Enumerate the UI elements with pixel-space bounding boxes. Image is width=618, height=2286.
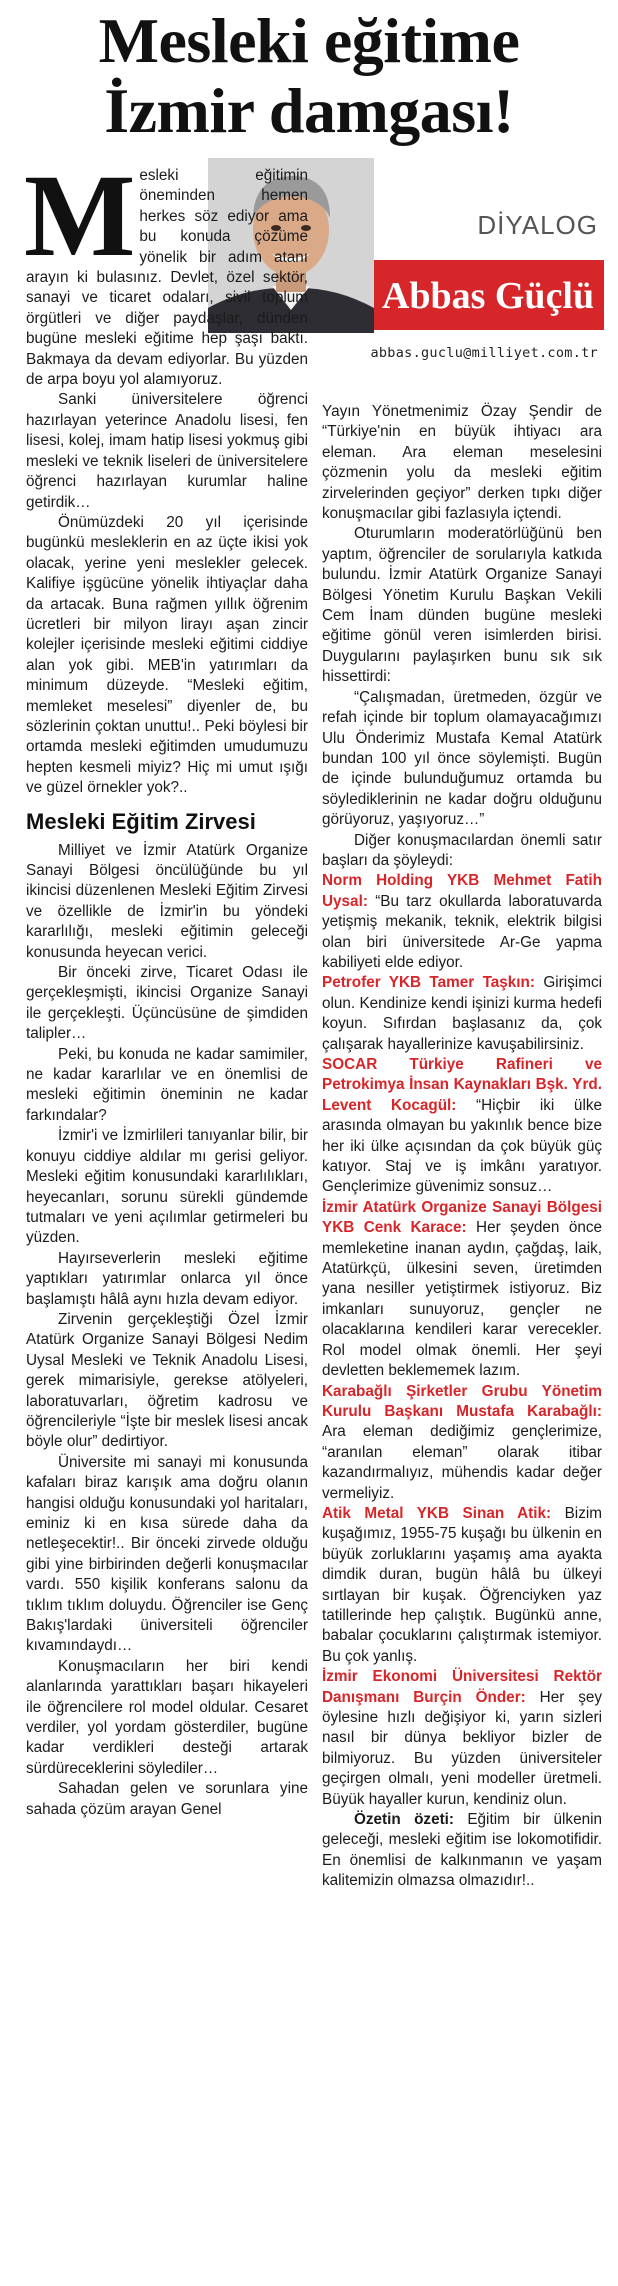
paragraph: Diğer konuşmacılardan önemli satır başları da şöyleydi: [322,831,602,869]
paragraph: Oturumların moderatörlüğünü ben yaptım, öğrenciler de sorularıyla katkıda bulundu. İzmir Atatürk Organize Sanayi Bölgesi Yönetim Kurulu Başkan Vekili Cem İnam dünden bugüne mesleki eğitime gönül veren isimlerden birisi. Duygularını paylaşırken bunu sık sık hissettirdi: [322,525,602,686]
author-name: Abbas Güçlü [381,275,595,317]
speaker-name: SOCAR Türkiye Rafineri ve Petrokimya İnsan Kaynakları Bşk. Yrd. Levent Kocagül: [322,1056,602,1114]
summary-label: Özetin özeti: [354,1811,455,1829]
headline-line-2: İzmir damgası! [104,75,514,146]
subheading: Mesleki Eğitim Zirvesi [26,808,256,834]
headline-line-1: Mesleki eğitime [98,5,520,76]
paragraph: Sahadan gelen ve sorunlara yine sahada çözüm arayan Genel [26,1780,308,1818]
speaker-text: “Hiçbir iki ülke arasında olmayan bu yakınlık bence bize her iki ülke açısından da çok büyük güç katıyor. Staj ve iş imkânı yaratıyor. Gençlerimize güvenimiz sonsuz… [322,1096,602,1196]
paragraph-intro [24,150,308,390]
speaker-name: Norm Holding YKB Mehmet Fatih Uysal: [322,872,602,910]
speaker-quote [322,871,602,973]
left-column [24,150,308,1820]
speaker-quote [322,1055,602,1198]
headline [0,6,618,146]
paragraph: Yayın Yönetmenimiz Özay Şendir de “Türkiye'nin en büyük ihtiyacı ara eleman. Ara eleman meselesini çözmenin yolu da mesleki eğitim zirvelerinden geçiyor” derken tıpkı diğer konuşmacılar gibi fazlasıyla içtendi. [322,403,602,523]
speaker-quote [322,1504,602,1667]
speaker-text: “Bu tarz okullarda laboratuvarda yetişmiş mekanik, teknik, elektrik bilgisi olan biri üniversitede Ar-Ge yapma kabiliyeti elde ediyor. [322,892,602,971]
speaker-name: Karabağlı Şirketler Grubu Yönetim Kurulu Başkanı Mustafa Karabağlı: [322,1382,602,1420]
speaker-name: Atik Metal YKB Sinan Atik: [322,1504,552,1522]
summary [322,1810,602,1892]
speaker-text: Her şey öylesine hızlı değişiyor ki, yarın sizleri nasıl bir dünya bekliyor bizler de bilmiyoruz. Bu yüzden üniversiteler geçirgen olmalı, yeni modeller üretmeli. Büyük hayaller kurun, kendiniz olun. [322,1688,602,1808]
right-column [322,402,602,1892]
column-name: DİYALOG [477,210,598,240]
speaker-text: Bizim kuşağımız, 1955-75 kuşağı bu ülkenin en büyük zorluklarını yaşamış ama ayakta dimdik duran, bugün hâlâ bu ülkeyi sırtlayan bir kuşak. Öğrenciyken yaz tatillerinde hep çalıştık. Bugünkü anne, babalar çocuklarını çalıştırmak istemiyor. Bu çok yanlış. [322,1504,602,1665]
speaker-name: Petrofer YKB Tamer Taşkın: [322,974,535,992]
speaker-quote [322,1382,602,1504]
paragraph: Peki, bu konuda ne kadar samimiler, ne kadar kararlılar ve en önemlisi de mesleki eğitimin öneminin ne kadar farkındalar? [26,1045,308,1124]
paragraph: Zirvenin gerçekleştiği Özel İzmir Atatürk Organize Sanayi Bölgesi Nedim Uysal Mesleki ve Teknik Anadolu Lisesi, gerek mimarisiyle, gerekse atölyeleri, laboratuvarları, öğretim kadrosu ve öğrencileriyle “İşte bir meslek lisesi ancak böyle olur” dedirtiyor. [26,1310,308,1451]
paragraph-intro-text: esleki eğitimin öneminden hemen herkes söz ediyor ama bu konuda çözüme yönelik bir adım atanı arayın ki bulasınız. Devlet, özel sektör, sanayi ve ticaret odaları, sivil toplum örgütleri ve diğer paydaşlar, dünden bugüne mesleki eğitime hep şaşı baktı. Bakmaya da devam ediyorlar. Bu yüzden de arpa boyu yol alamıyoruz. [26,167,308,389]
paragraph: Önümüzdeki 20 yıl içerisinde bugünkü mesleklerin en az üçte ikisi yok olacak, yerine yeni meslekler gelecek. Kalifiye işgücüne yönelik ihtiyaçlar daha da artacak. Buna rağmen yıllık öğrenim ücretleri bir milyon lirayı aşan zincir kolejler içerisinde mesleki eğitimi ciddiye alan yok gibi. MEB'in yatırımları da minimum düzeyde. “Mesleki eğitim, memleket meselesi” diyenler de, bu sözlerinin çoktan unuttu!.. Peki böylesi bir ortamda mesleki eğitimden umudumuzu hepten kesmeli miyiz? Hiç mi umut ışığı ve güzel örnekler yok?.. [26,513,308,797]
paragraph: Sanki üniversitelere öğrenci hazırlayan yeterince Anadolu lisesi, fen lisesi, kolej, imam hatip lisesi yokmuş gibi mesleki ve teknik liseleri de üniversitelere öğrenci hazırlayan kurumlar haline getirdik… [26,391,308,511]
speaker-text: Girişimci olun. Kendinize kendi işinizi kurma hedefi koyun. Sıfırdan başlasanız da, çok çalışarak hayallerinize kavuşabilirsiniz. [322,974,602,1053]
paragraph: Üniversite mi sanayi mi konusunda kafaları biraz karışık ama doğru olanın hangisi olduğu konusundaki yol haritaları, eminiz ki en kısa sürede daha da netleşecektir!.. Bir önceki zirvede olduğu gibi yine birbirinden değerli konuşmacılar vardı. 550 kişilik konferans salonu da tıklım tıklım doluydu. Öğrenciler ise Genç Bakış'lardaki üniversiteli öğrenciler kıvamındaydı… [26,1453,308,1655]
paragraph: İzmir'i ve İzmirlileri tanıyanlar bilir, bir konuyu ciddiye aldılar mı gerisi geliyor. Mesleki eğitim konusundaki kararlılıkları, heyecanları, sorunu sürekli gündemde tutmaları ve yeni açılımlar getirmeleri bu yüzden. [26,1127,308,1247]
speaker-quote [322,1198,602,1382]
paragraph: Hayırseverlerin mesleki eğitime yaptıkları yatırımlar onlarca yıl önce başlamıştı hâlâ aynı hızla devam ediyor. [26,1249,308,1308]
paragraph: Milliyet ve İzmir Atatürk Organize Sanayi Bölgesi öncülüğünde bu yıl ikincisi düzenlenen Mesleki Eğitim Zirvesi ve özellikle de İzmir'in bu yöndeki kararlılığı, mesleki eğitimin geleceği konusunda heyecan verici. [26,841,308,961]
speaker-quote [322,973,602,1055]
author-email: abbas.guclu@milliyet.com.tr [370,345,598,361]
speaker-name: İzmir Ekonomi Üniversitesi Rektör Danışmanı Burçin Önder: [322,1668,602,1706]
speaker-text: Ara eleman dediğimiz gençlerimize, “aranılan eleman” olarak itibar kazandırmalıyız, mühendis kadar değer vermeliyiz. [322,1423,602,1502]
summary-text: Eğitim bir ülkenin geleceği, mesleki eğitim ise lokomotifidir. En önemlisi de kalkınmanın ve yaşam kalitemizin olmazsa olmazıdır!.. [322,1811,602,1890]
speaker-text: Her şeyden önce memleketine inanan aydın, çağdaş, laik, Atatürkçü, ülkesini seven, üretimden yana nesiller yetiştirmek istiyoruz. Biz imkanları sunuyoruz, gençler ne olacaklarına kendileri karar verecekler. Rol model olmak önemli. Her şeyi devletten beklememek lazım. [322,1219,602,1380]
paragraph: Bir önceki zirve, Ticaret Odası ile gerçekleşmişti, ikincisi Organize Sanayi ile gerçekleşti. Üçüncüsüne de şimdiden talipler… [26,964,308,1043]
paragraph: Konuşmacıların her biri kendi alanlarında yarattıkları başarı hikayeleri ile öğrencilere rol model oldular. Cesaret verdiler, yol yordam gösterdiler, bugüne kadar verdikleri desteği artarak sürdüreceklerini söylediler… [26,1657,308,1777]
speaker-quote [322,1667,602,1810]
speaker-name: İzmir Atatürk Organize Sanayi Bölgesi YKB Cenk Karace: [322,1198,602,1237]
dropcap: M [24,150,136,281]
paragraph: “Çalışmadan, üretmeden, özgür ve refah içinde bir toplum olamayacağımızı Ulu Önderimiz Mustafa Kemal Atatürk bundan 100 yıl önce söylemişti. Bugün de içinde bulunduğumuz ortamda bu söylediklerinin ne kadar doğru olduğunu görüyoruz, yaşıyoruz…” [322,688,602,829]
